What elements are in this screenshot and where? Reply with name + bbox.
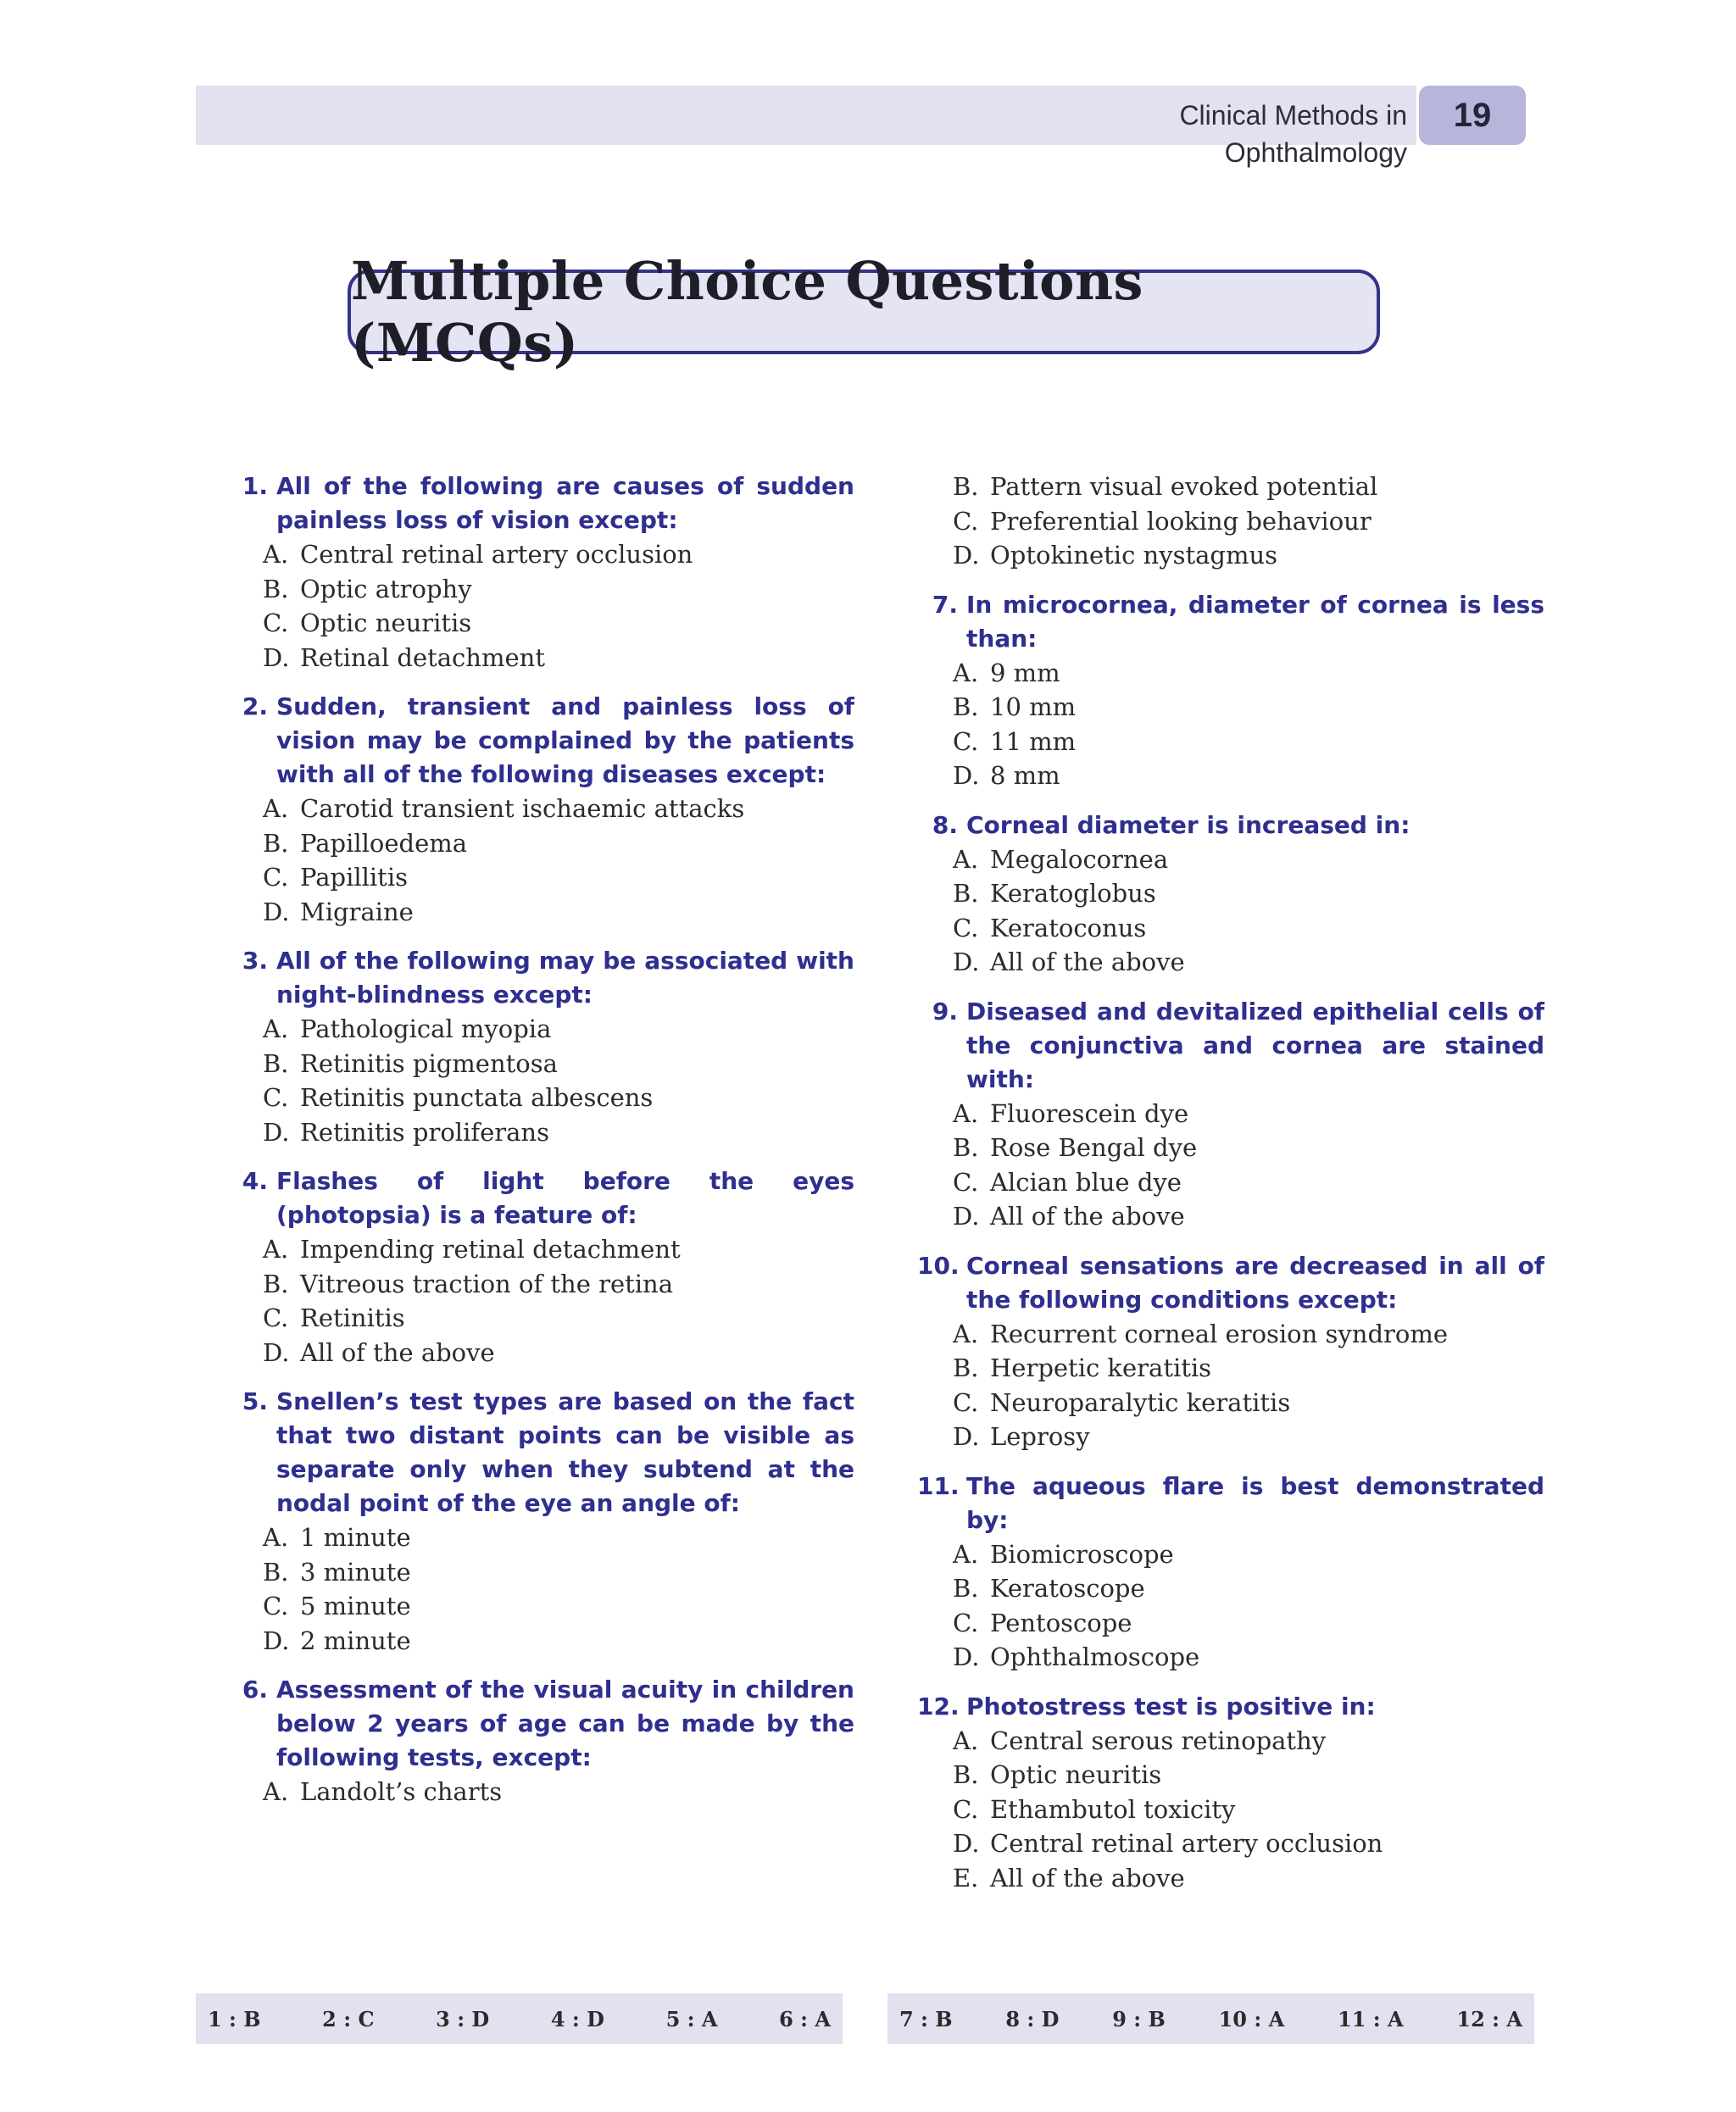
answer-option xyxy=(917,945,1544,980)
option-text: Neuroparalytic keratitis xyxy=(990,1387,1291,1417)
option-letter: C. xyxy=(263,1592,289,1620)
option-letter: D. xyxy=(263,1626,290,1655)
page-number: 19 xyxy=(1419,86,1526,145)
option-text: Ophthalmoscope xyxy=(990,1642,1200,1671)
question-stem xyxy=(227,1673,854,1775)
option-letter: A. xyxy=(953,844,979,874)
answer-option xyxy=(917,1640,1544,1675)
answer-option xyxy=(227,826,854,861)
option-letter: B. xyxy=(263,1557,289,1587)
answer-key-item: 2 : C xyxy=(322,2006,375,2031)
option-text: Keratoconus xyxy=(990,913,1147,942)
option-text: All of the above xyxy=(300,1337,495,1367)
answer-key-right xyxy=(887,1993,1534,2044)
option-letter: D. xyxy=(953,1642,980,1671)
option-letter: D. xyxy=(953,948,980,976)
answer-option xyxy=(227,641,854,675)
answer-option xyxy=(227,1012,854,1047)
question-stem xyxy=(917,995,1544,1097)
answer-key-item: 10 : A xyxy=(1218,2006,1285,2031)
answer-option xyxy=(917,1386,1544,1420)
answer-option xyxy=(917,1199,1544,1234)
option-text: Pentoscope xyxy=(990,1608,1132,1637)
answer-option xyxy=(917,1131,1544,1165)
option-text: 11 mm xyxy=(990,726,1077,756)
question-stem xyxy=(917,1690,1544,1724)
question-text: All of the following are causes of sudden painless loss of vision except: xyxy=(276,472,854,534)
question-text: Corneal sensations are decreased in all of the following conditions except: xyxy=(966,1251,1544,1314)
question-number: 12. xyxy=(917,1692,960,1720)
question-text: In microcornea, diameter of cornea is less than: xyxy=(966,590,1544,653)
option-text: All of the above xyxy=(990,1863,1185,1892)
question-stem xyxy=(917,809,1544,842)
option-text: All of the above xyxy=(990,1202,1185,1231)
question-stem xyxy=(227,1164,854,1232)
answer-option xyxy=(917,1861,1544,1896)
option-letter: B. xyxy=(953,1760,979,1789)
answer-option xyxy=(227,1115,854,1150)
answer-option xyxy=(917,470,1544,504)
question-3 xyxy=(227,944,854,1149)
section-title-box xyxy=(348,250,1380,374)
question-text: Assessment of the visual acuity in children below 2 years of age can be made by the following tests, except: xyxy=(276,1676,854,1771)
answer-option xyxy=(917,725,1544,759)
answer-option xyxy=(917,876,1544,911)
question-stem xyxy=(227,1385,854,1520)
option-letter: C. xyxy=(263,1083,289,1112)
option-text: Retinitis proliferans xyxy=(300,1117,549,1147)
option-letter: D. xyxy=(263,1117,290,1147)
answer-option xyxy=(917,842,1544,877)
option-letter: C. xyxy=(953,1608,979,1637)
left-column xyxy=(227,470,854,1825)
question-text: The aqueous flare is best demonstrated by: xyxy=(966,1471,1544,1534)
answer-option xyxy=(917,690,1544,725)
option-letter: C. xyxy=(953,913,979,942)
option-text: Fluorescein dye xyxy=(990,1098,1189,1128)
question-7 xyxy=(917,588,1544,793)
question-8 xyxy=(917,809,1544,980)
answer-option xyxy=(227,1336,854,1370)
option-letter: D. xyxy=(953,541,980,570)
question-stem xyxy=(917,588,1544,656)
option-text: Vitreous traction of the retina xyxy=(300,1269,673,1298)
option-text: Alcian blue dye xyxy=(990,1167,1182,1197)
option-text: Migraine xyxy=(300,897,414,926)
answer-option xyxy=(917,1758,1544,1792)
option-text: Optic neuritis xyxy=(990,1760,1162,1789)
question-number: 4. xyxy=(242,1167,268,1195)
option-letter: A. xyxy=(263,540,289,569)
answer-option xyxy=(917,759,1544,793)
option-letter: D. xyxy=(953,1829,980,1858)
answer-option xyxy=(227,1775,854,1809)
answer-key-item: 11 : A xyxy=(1338,2006,1404,2031)
option-text: Herpetic keratitis xyxy=(990,1353,1212,1382)
option-text: Retinal detachment xyxy=(300,642,545,672)
option-text: Leprosy xyxy=(990,1422,1090,1451)
option-letter: C. xyxy=(953,1387,979,1417)
option-text: Megalocornea xyxy=(990,844,1169,874)
answer-key-item: 8 : D xyxy=(1005,2006,1060,2031)
answer-option xyxy=(917,1351,1544,1386)
answer-option xyxy=(917,1606,1544,1641)
question-text: Corneal diameter is increased in: xyxy=(966,810,1410,839)
answer-key-item: 12 : A xyxy=(1456,2006,1522,2031)
answer-option xyxy=(917,1826,1544,1861)
option-letter: B. xyxy=(263,574,289,603)
answer-option xyxy=(917,538,1544,573)
option-text: 1 minute xyxy=(300,1523,411,1552)
option-text: Papilloedema xyxy=(300,828,468,858)
option-text: Ethambutol toxicity xyxy=(990,1794,1236,1824)
option-letter: A. xyxy=(263,1014,289,1043)
option-letter: B. xyxy=(263,828,289,858)
option-text: Retinitis pigmentosa xyxy=(300,1048,558,1078)
option-text: Central retinal artery occlusion xyxy=(300,540,693,569)
answer-key-item: 9 : B xyxy=(1112,2006,1166,2031)
question-text: Sudden, transient and painless loss of vision may be complained by the patients with all of the following diseases except: xyxy=(276,692,854,788)
option-letter: C. xyxy=(953,506,979,536)
option-text: Preferential looking behaviour xyxy=(990,506,1372,536)
option-text: Optic atrophy xyxy=(300,574,472,603)
question-stem xyxy=(227,690,854,792)
option-letter: A. xyxy=(263,1235,289,1264)
option-letter: B. xyxy=(263,1048,289,1078)
answer-option xyxy=(227,792,854,826)
option-letter: C. xyxy=(953,726,979,756)
option-letter: D. xyxy=(263,1337,290,1367)
option-letter: D. xyxy=(263,897,290,926)
answer-option xyxy=(917,1537,1544,1572)
question-number: 9. xyxy=(932,997,958,1025)
option-letter: A. xyxy=(953,1098,979,1128)
option-text: Recurrent corneal erosion syndrome xyxy=(990,1319,1449,1348)
question-text: Diseased and devitalized epithelial cells of the conjunctiva and cornea are stained with: xyxy=(966,997,1544,1093)
option-letter: D. xyxy=(953,761,980,790)
answer-key-item: 4 : D xyxy=(550,2006,604,2031)
answer-key-item: 1 : B xyxy=(208,2006,261,2031)
question-5 xyxy=(227,1385,854,1658)
option-text: 3 minute xyxy=(300,1557,411,1587)
question-number: 11. xyxy=(917,1471,960,1500)
question-number: 3. xyxy=(242,947,268,975)
option-letter: C. xyxy=(263,1303,289,1332)
question-text: All of the following may be associated with night-blindness except: xyxy=(276,947,854,1009)
section-title: Multiple Choice Questions (MCQs) xyxy=(351,250,1143,374)
option-letter: C. xyxy=(263,863,289,892)
option-letter: A. xyxy=(953,1539,979,1569)
option-text: Papillitis xyxy=(300,863,408,892)
option-letter: B. xyxy=(953,472,979,501)
option-text: Central serous retinopathy xyxy=(990,1726,1327,1755)
right-column xyxy=(917,470,1544,1910)
question-stem xyxy=(227,944,854,1012)
option-text: 5 minute xyxy=(300,1592,411,1620)
answer-option xyxy=(227,1267,854,1302)
option-letter: B. xyxy=(263,1269,289,1298)
option-letter: A. xyxy=(953,1726,979,1755)
option-letter: A. xyxy=(953,658,979,687)
answer-option xyxy=(227,1081,854,1115)
question-text: Snellen’s test types are based on the fact that two distant points can be visible as separate only when they subtend at the nodal point of the eye an angle of: xyxy=(276,1387,854,1517)
question-6-continued xyxy=(917,470,1544,573)
option-text: Pattern visual evoked potential xyxy=(990,472,1378,501)
answer-key-item: 3 : D xyxy=(436,2006,490,2031)
answer-option xyxy=(227,1047,854,1081)
option-text: Optokinetic nystagmus xyxy=(990,541,1278,570)
option-text: Retinitis xyxy=(300,1303,405,1332)
question-4 xyxy=(227,1164,854,1370)
option-letter: B. xyxy=(953,1353,979,1382)
option-text: 2 minute xyxy=(300,1626,411,1655)
option-letter: B. xyxy=(953,692,979,721)
answer-option xyxy=(917,1724,1544,1759)
question-number: 10. xyxy=(917,1251,960,1280)
answer-option xyxy=(227,606,854,641)
answer-option xyxy=(917,1317,1544,1352)
question-12 xyxy=(917,1690,1544,1896)
question-text: Photostress test is positive in: xyxy=(966,1692,1376,1720)
answer-option xyxy=(227,1555,854,1590)
question-number: 7. xyxy=(932,590,958,619)
question-number: 8. xyxy=(932,810,958,839)
answer-option xyxy=(227,537,854,572)
option-letter: A. xyxy=(263,1523,289,1552)
question-number: 6. xyxy=(242,1676,268,1703)
option-text: Keratoscope xyxy=(990,1574,1145,1603)
answer-option xyxy=(917,1097,1544,1131)
answer-option xyxy=(917,1420,1544,1454)
option-letter: C. xyxy=(953,1794,979,1824)
answer-key-item: 7 : B xyxy=(899,2006,953,2031)
option-text: Central retinal artery occlusion xyxy=(990,1829,1383,1858)
answer-key-item: 5 : A xyxy=(665,2006,718,2031)
question-text: Flashes of light before the eyes (photopsia) is a feature of: xyxy=(276,1167,854,1229)
answer-key-left xyxy=(196,1993,843,2044)
option-letter: D. xyxy=(263,642,290,672)
question-number: 2. xyxy=(242,692,268,720)
option-letter: D. xyxy=(953,1422,980,1451)
answer-option xyxy=(227,1301,854,1336)
option-letter: C. xyxy=(953,1167,979,1197)
answer-option xyxy=(227,860,854,895)
option-text: Retinitis punctata albescens xyxy=(300,1083,654,1112)
option-text: Biomicroscope xyxy=(990,1539,1174,1569)
option-letter: E. xyxy=(953,1863,979,1892)
question-stem xyxy=(227,470,854,537)
question-stem xyxy=(917,1470,1544,1537)
answer-option xyxy=(227,1232,854,1267)
answer-option xyxy=(917,1165,1544,1200)
option-text: Carotid transient ischaemic attacks xyxy=(300,794,745,823)
question-1 xyxy=(227,470,854,675)
answer-key-item: 6 : A xyxy=(779,2006,831,2031)
question-number: 1. xyxy=(242,472,268,500)
answer-option xyxy=(227,1624,854,1659)
answer-option xyxy=(227,1589,854,1624)
answer-option xyxy=(227,572,854,607)
option-letter: A. xyxy=(263,794,289,823)
answer-option xyxy=(917,656,1544,691)
question-6 xyxy=(227,1673,854,1809)
option-text: 9 mm xyxy=(990,658,1060,687)
option-text: 10 mm xyxy=(990,692,1077,721)
option-letter: D. xyxy=(953,1202,980,1231)
option-letter: B. xyxy=(953,879,979,908)
answer-option xyxy=(917,911,1544,946)
option-letter: B. xyxy=(953,1574,979,1603)
option-text: Impending retinal detachment xyxy=(300,1235,681,1264)
answer-option xyxy=(917,1792,1544,1827)
answer-option xyxy=(227,895,854,930)
book-title: Clinical Methods in Ophthalmology xyxy=(1179,100,1407,168)
option-text: Keratoglobus xyxy=(990,879,1156,908)
option-text: All of the above xyxy=(990,948,1185,976)
question-11 xyxy=(917,1470,1544,1675)
answer-option xyxy=(227,1520,854,1555)
option-letter: A. xyxy=(953,1319,979,1348)
question-10 xyxy=(917,1249,1544,1454)
option-letter: A. xyxy=(263,1777,289,1806)
question-2 xyxy=(227,690,854,929)
option-letter: C. xyxy=(263,609,289,637)
option-letter: B. xyxy=(953,1133,979,1162)
option-text: 8 mm xyxy=(990,761,1060,790)
question-number: 5. xyxy=(242,1387,268,1415)
answer-option xyxy=(917,504,1544,539)
option-text: Rose Bengal dye xyxy=(990,1133,1198,1162)
option-text: Optic neuritis xyxy=(300,609,472,637)
option-text: Landolt’s charts xyxy=(300,1777,503,1806)
option-text: Pathological myopia xyxy=(300,1014,552,1043)
question-9 xyxy=(917,995,1544,1234)
answer-option xyxy=(917,1571,1544,1606)
question-stem xyxy=(917,1249,1544,1317)
